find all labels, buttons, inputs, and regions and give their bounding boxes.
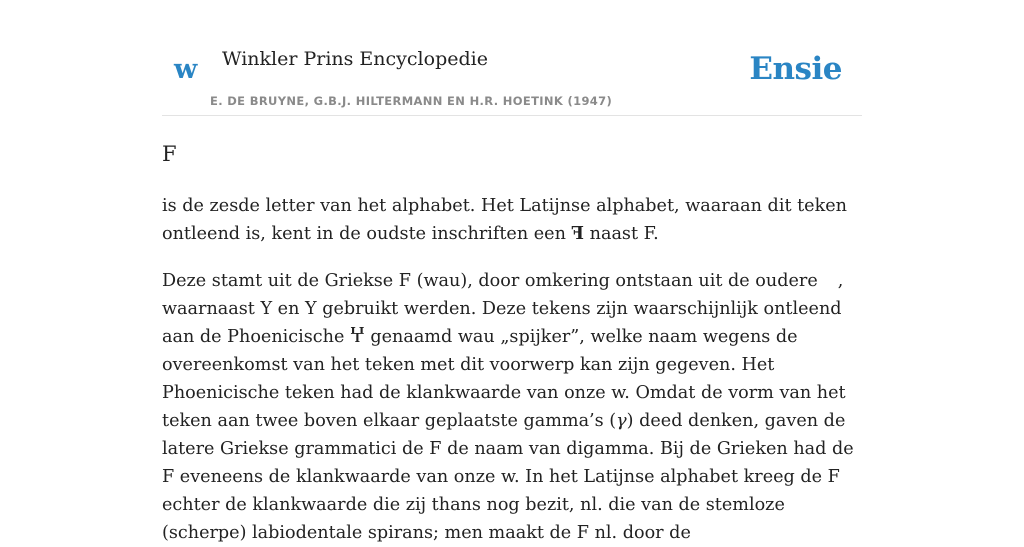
paragraph-1-text-end: naast F. [584,224,659,244]
old-f-glyph: ꟻ [571,223,585,244]
paragraph-2-text-3: genaamd wau „spijker”, welke naam wegens de overeenkomst van het teken met dit voorwerp kan zijn gegeven. Het Phoenicische teken had de klankwaarde van onze w. Omdat de vorm van het teken aan twee boven elkaar geplaatste gamma’s ( [162,327,846,431]
paragraph-2-text-4: ) deed denken, gaven de latere Griekse grammatici de F de naam van digamma. Bij de Grieken had de F eveneens de klankwaarde van onze w. In het Latijnse alphabet kreeg de F echter de klankwaarde die zij thans nog bezit, nl. die van de stemloze (scherpe) labiodentale spirans; men maakt de F nl. door de [162,411,854,543]
authors-line: E. DE BRUYNE, G.B.J. HILTERMANN EN H.R. HOETINK (1947) [210,94,613,108]
article-paragraph-1 [162,192,862,248]
paragraph-2-text-1: Deze stamt uit de Griekse F (wau), door omkering ontstaan uit de oudere [162,271,818,291]
ensie-logo-link[interactable]: Ensie [749,51,842,87]
gamma-glyph: γ [616,411,627,431]
paragraph-1-text-start: is de zesde letter van het alphabet. Het Latijnse alphabet, waaraan dit teken ontleend is, kent in de oudste inschriften een [162,196,847,244]
logo-icon[interactable]: w [174,54,198,85]
article-body [162,138,862,547]
article-heading: F [162,142,177,166]
header-divider [162,115,862,116]
site-title-link[interactable]: Winkler Prins Encyclopedie [222,48,488,70]
article-paragraph-2 [162,267,862,547]
phoenician-wau-glyph: Ⴤ [350,327,365,347]
paragraph-2-text-2: , waarnaast Y en Y gebruikt werden. Deze tekens zijn waarschijnlijk ontleend aan de Phoenicische [162,271,844,347]
